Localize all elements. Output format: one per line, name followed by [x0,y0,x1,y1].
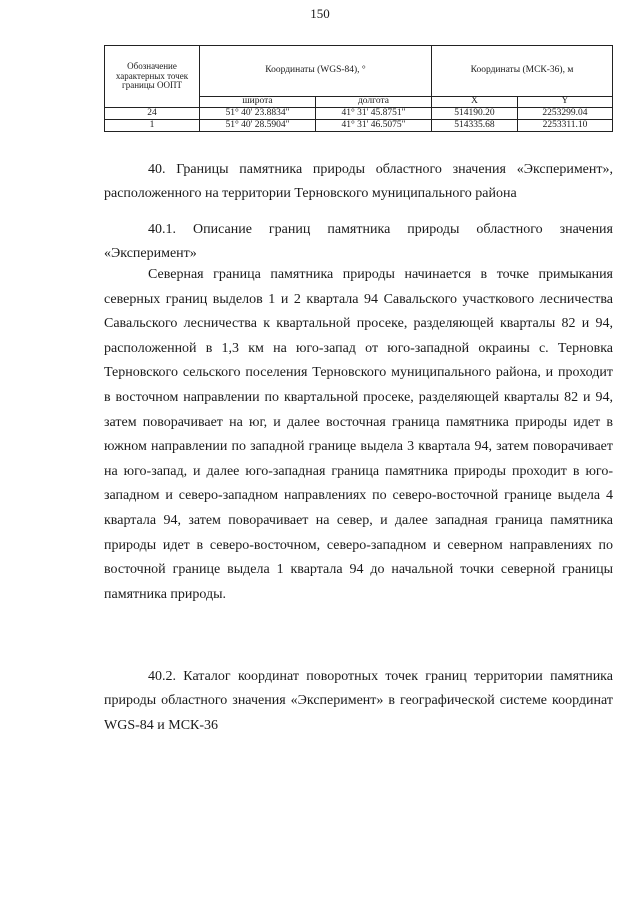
page-number: 150 [310,6,330,21]
cell-x: 514335.68 [431,120,517,132]
subheader-y: Y [517,97,612,108]
table-row [105,108,613,120]
boundary-description: Северная граница памятника природы начинается в точке примыкания северных границ выделов 1 и 2 квартала 94 Савальского участкового лесничества Савальского лесничества к квартальной просеке, разделяющей кварталы 82 и 94, расположенной в 1,3 км на юго-запад от юго-западной окраины с. Терновка Терновского сельского поселения Терновского муниципального района, и проходит в восточном направлении по квартальной просеке, разделяющей кварталы 82 и 94, затем поворачивает на юг, и далее восточная граница памятника природы идет в южном направлении по западной границе выдела 3 квартала 94, затем поворачивает на юго-запад, и далее юго-западная граница памятника природы проходит в юго-западном и северо-западном направлениях по северо-восточной границе выдела 4 квартала 94, затем поворачивает на север, и далее западная граница памятника природы идет в северо-восточном, северо-западном и северном направлениях по восточной границе выдела 1 квартала 94 до начальной точки северной границы памятника природы. [104,267,613,602]
subheader-x: X [431,97,517,108]
subsection-1-block [104,218,613,267]
cell-x: 514190.20 [431,108,517,120]
cell-point: 24 [105,108,200,120]
subheader-lat: широта [200,97,316,108]
cell-y: 2253311.10 [517,120,612,132]
subsection-2-block [104,665,613,738]
table-header-row [105,46,613,97]
header-points: Обозначение характерных точек границы ООПТ [105,46,200,108]
cell-y: 2253299.04 [517,108,612,120]
cell-lat: 51° 40' 23.8834" [200,108,316,120]
cell-lon: 41° 31' 46.5075" [315,120,431,132]
header-wgs84: Координаты (WGS-84), ° [200,46,432,97]
cell-lat: 51° 40' 28.5904" [200,120,316,132]
cell-lon: 41° 31' 45.8751" [315,108,431,120]
subheader-lon: долгота [315,97,431,108]
header-msk36: Координаты (МСК-36), м [431,46,612,97]
description-block [104,263,613,607]
cell-point: 1 [105,120,200,132]
section-heading: 40. Границы памятника природы областного значения «Эксперимент», расположенного на территории Терновского муниципального района [104,162,613,202]
coordinates-table [104,45,613,132]
section-heading-block [104,158,613,207]
table-row [105,120,613,132]
subsection-1-heading: 40.1. Описание границ памятника природы областного значения «Эксперимент» [104,222,613,262]
subsection-2-heading: 40.2. Каталог координат поворотных точек границ территории памятника природы областного значения «Эксперимент» в географической системе координат WGS-84 и МСК-36 [104,669,613,733]
